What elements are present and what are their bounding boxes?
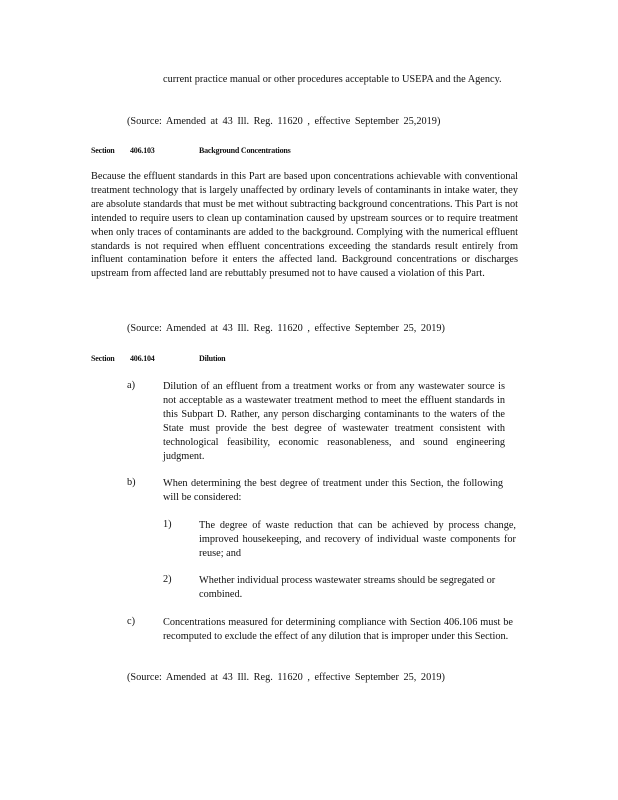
section-title: Dilution: [199, 354, 226, 363]
item-marker: 1): [163, 519, 172, 530]
item-marker: b): [127, 477, 136, 488]
section-title: Background Concentrations: [199, 146, 291, 155]
item-text: Dilution of an effluent from a treatment works or from any wastewater source is not acceptable as a wastewater treatment method to meet the effluent standards in this Subpart D. Rather, any person discharging contaminants to the waters of the State must provide the best degree of wastewater treatment consistent with technological feasibility, economic reasonableness, and sound engineering judgment.: [163, 381, 505, 462]
section-label: Section: [91, 354, 115, 363]
item-marker: a): [127, 380, 135, 391]
source-note-1: (Source: Amended at 43 Ill. Reg. 11620 , effective September 25,2019): [127, 116, 441, 127]
source-note-2: (Source: Amended at 43 Ill. Reg. 11620 , effective September 25, 2019): [127, 323, 445, 334]
section-label: Section: [91, 146, 115, 155]
continuation-text: current practice manual or other procedures acceptable to USEPA and the Agency.: [163, 74, 502, 85]
section-number: 406.104: [130, 354, 155, 363]
section-number: 406.103: [130, 146, 155, 155]
item-text: Concentrations measured for determining compliance with Section 406.106 must be recomputed to exclude the effect of any dilution that is improper under this Section.: [163, 617, 513, 642]
item-text: The degree of waste reduction that can be achieved by process change, improved housekeeping, and recovery of individual waste components for reuse; and: [199, 520, 516, 559]
item-marker: c): [127, 616, 135, 627]
item-text: Whether individual process wastewater streams should be segregated or combined.: [199, 575, 496, 600]
section-406-103-body: Because the effluent standards in this Part are based upon concentrations achievable with conventional treatment technology that is largely unaffected by ordinary levels of contaminants in intake water, they are absolute standards that must be met without subtracting background concentrations. This Part is not intended to require users to clean up contamination caused by upstream sources or to require treatment when only traces of contaminants are added to the background. Complying with the numerical effluent standards is not required when effluent concentrations exceeding the standards result entirely from influent contamination before it enters the affected land. Background concentrations or discharges upstream from affected land are rebuttably presumed not to have caused a violation of this Part.: [91, 171, 518, 280]
source-note-3: (Source: Amended at 43 Ill. Reg. 11620 , effective September 25, 2019): [127, 672, 445, 683]
item-text: When determining the best degree of treatment under this Section, the following will be considered:: [163, 478, 503, 503]
item-marker: 2): [163, 574, 172, 585]
